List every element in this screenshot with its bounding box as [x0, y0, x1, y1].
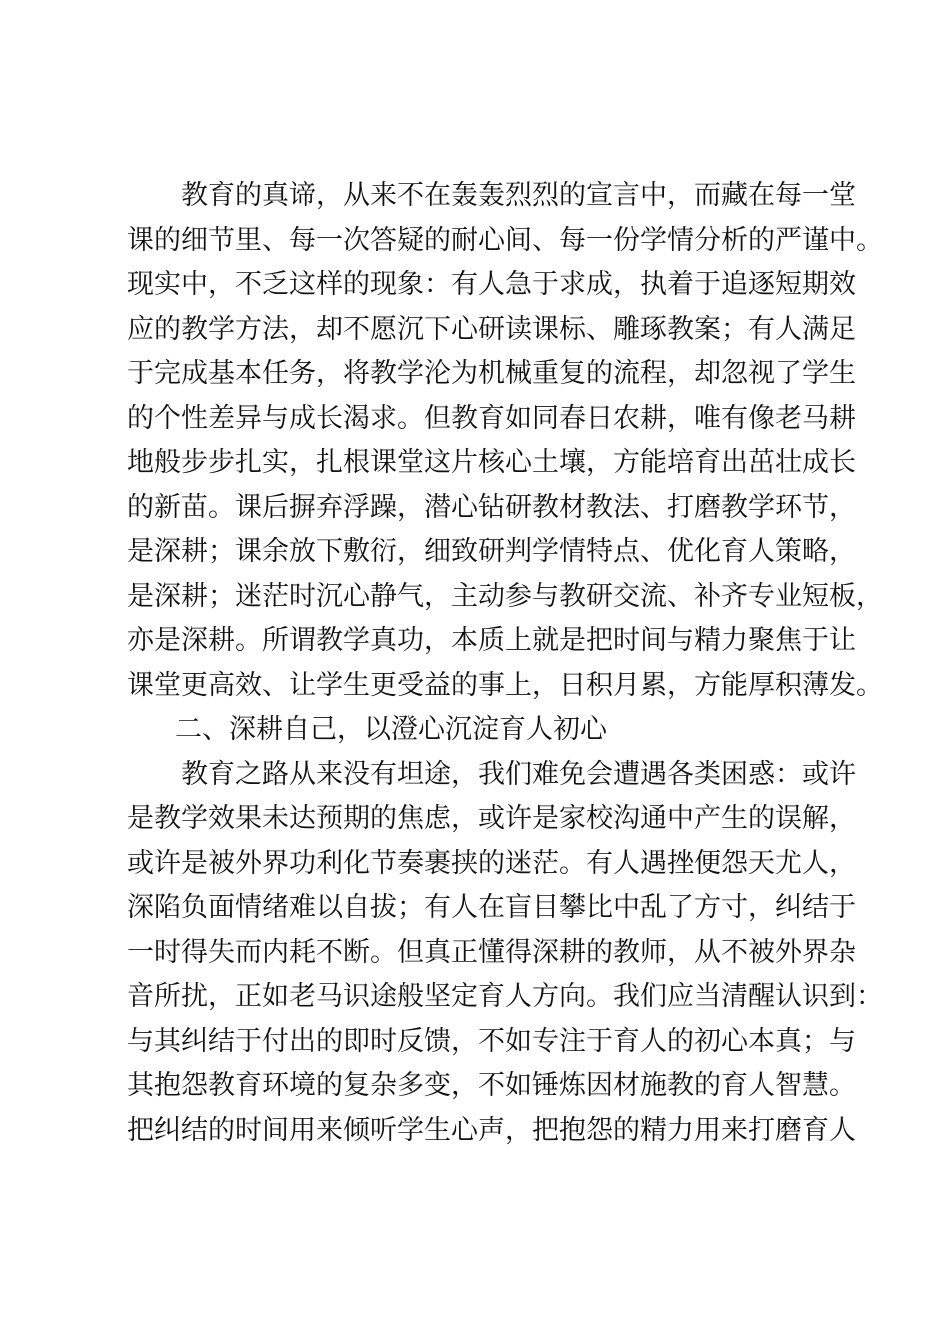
paragraph-line: 现实中，不乏这样的现象：有人急于求成，执着于追逐短期效 [127, 269, 856, 300]
paragraph-1 [127, 174, 883, 708]
paragraph-line: 是深耕；课余放下敷衍，细致研判学情特点、优化育人策略， [127, 536, 856, 567]
paragraph-line: 深陷负面情绪难以自拔；有人在盲目攀比中乱了方寸，纠结于 [127, 892, 856, 923]
paragraph-line: 于完成基本任务，将教学沦为机械重复的流程，却忽视了学生 [127, 358, 856, 389]
paragraph-line: 把纠结的时间用来倾听学生心声，把抱怨的精力用来打磨育人 [127, 1114, 856, 1146]
paragraph-line: 一时得失而内耗不断。但真正懂得深耕的教师，从不被外界杂 [127, 936, 856, 968]
paragraph-line: 亦是深耕。所谓教学真功，本质上就是把时间与精力聚焦于让 [127, 625, 856, 656]
paragraph-line: 课堂更高效、让学生更受益的事上，日积月累，方能厚积薄发。 [127, 669, 883, 701]
paragraph-line: 音所扰，正如老马识途般坚定育人方向。我们应当清醒认识到： [127, 981, 883, 1012]
section-heading: 二、深耕自己，以澄心沉淀育人初心 [175, 714, 607, 745]
paragraph-line: 是深耕；迷茫时沉心静气，主动参与教研交流、补齐专业短板， [127, 580, 883, 612]
paragraph-line: 应的教学方法，却不愿沉下心研读课标、雕琢教案；有人满足 [127, 313, 856, 345]
paragraph-line: 地般步步扎实，扎根课堂这片核心土壤，方能培育出茁壮成长 [127, 447, 856, 478]
paragraph-line: 教育之路从来没有坦途，我们难免会遭遇各类困惑：或许 [181, 758, 856, 790]
paragraph-line: 或许是被外界功利化节奏裹挟的迷茫。有人遇挫便怨天尤人， [127, 847, 856, 879]
paragraph-line: 其抱怨教育环境的复杂多变，不如锤炼因材施教的育人智慧。 [127, 1070, 856, 1101]
paragraph-line: 课的细节里、每一次答疑的耐心间、每一份学情分析的严谨中。 [127, 224, 883, 256]
paragraph-line: 教育的真谛，从来不在轰轰烈烈的宣言中，而藏在每一堂 [181, 180, 856, 211]
paragraph-2 [127, 753, 883, 1154]
paragraph-line: 的新苗。课后摒弃浮躁，潜心钻研教材教法、打磨教学环节， [127, 491, 856, 523]
paragraph-line: 与其纠结于付出的即时反馈，不如专注于育人的初心本真；与 [127, 1025, 856, 1057]
paragraph-line: 的个性差异与成长渴求。但教育如同春日农耕，唯有像老马耕 [127, 402, 856, 434]
document-body [127, 174, 883, 1153]
paragraph-line: 是教学效果未达预期的焦虑，或许是家校沟通中产生的误解， [127, 803, 856, 834]
